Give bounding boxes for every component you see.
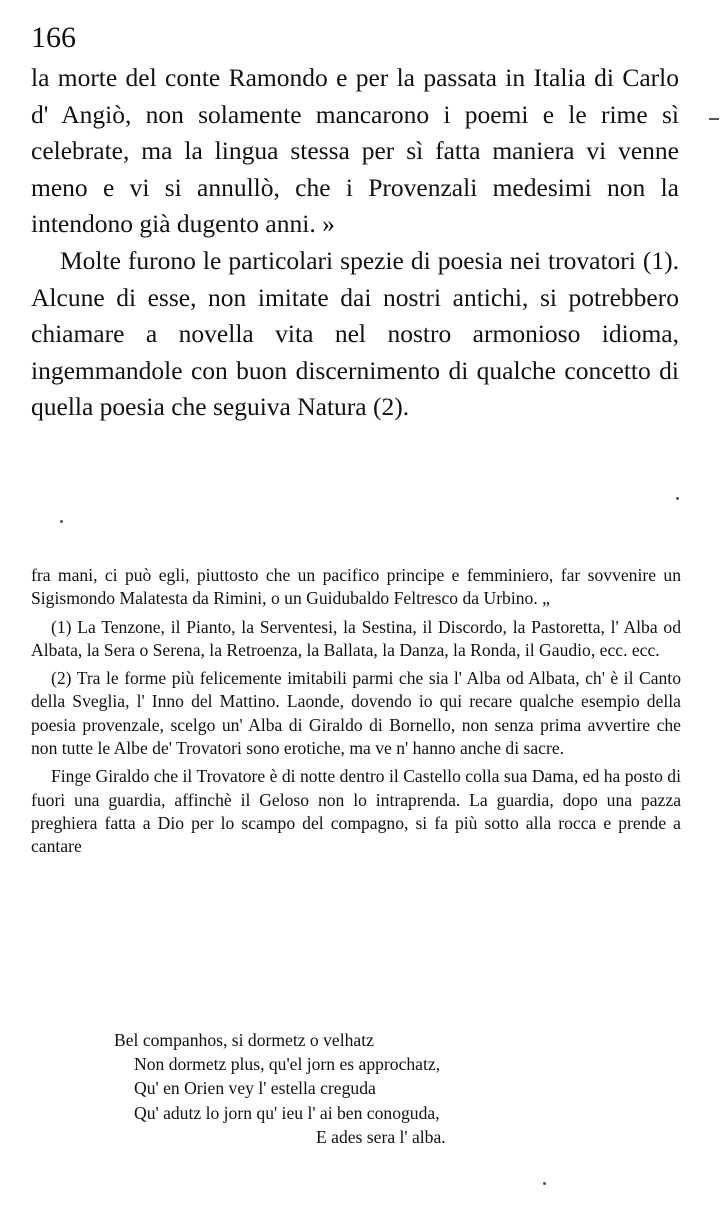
verse-line: E ades sera l' alba. bbox=[316, 1126, 446, 1147]
verse-line: Qu' en Orien vey l' estella creguda bbox=[134, 1078, 376, 1099]
main-text bbox=[31, 60, 679, 426]
verse-quotation bbox=[114, 1028, 446, 1149]
verse-line: Qu' adutz lo jorn qu' ieu l' ai ben conoguda, bbox=[134, 1102, 440, 1123]
scan-speck bbox=[60, 520, 63, 523]
scan-speck bbox=[676, 497, 679, 500]
paragraph-poetry-types: Molte furono le particolari spezie di poesia nei trovatori (1). Alcune di esse, non imitate dai nostri antichi, si potrebbero chiamare a novella vita nel nostro armonioso idioma, ingemmandole con buon discernimento di qualche concetto di quella poesia che seguiva Natura (2). bbox=[31, 245, 679, 422]
page-number: 166 bbox=[31, 21, 76, 54]
scan-speck bbox=[543, 1182, 546, 1185]
footnote-continuation: fra mani, ci può egli, piuttosto che un pacifico principe e femminiero, far sovvenire un Sigismondo Malatesta da Rimini, o un Guidubaldo Feltresco da Urbino. „ bbox=[31, 565, 681, 609]
verse-line: Bel companhos, si dormetz o velhatz bbox=[114, 1030, 374, 1050]
footnote-1: (1) La Tenzone, il Pianto, la Serventesi, la Sestina, il Discordo, la Pastoretta, l' Alba od Albata, la Sera o Serena, la Retroenza, la Ballata, la Danza, la Ronda, il Gaudio, ecc. ecc. bbox=[31, 616, 681, 660]
verse-line: Non dormetz plus, qu'el jorn es approchatz, bbox=[134, 1054, 441, 1075]
footnote-2: (2) Tra le forme più felicemente imitabili parmi che sia l' Alba od Albata, ch' è il Canto della Sveglia, l' Inno del Mattino. Laonde, dovendo io qui recare qualche esempio della poesia provenzale, scelgo un' Alba di Giraldo di Bornello, non senza prima avvertire che non tutte le Albe de' Trovatori sono erotiche, ma ve n' hanno anche di sacre. bbox=[31, 668, 681, 759]
footnote-2-narrative: Finge Giraldo che il Trovatore è di notte dentro il Castello colla sua Dama, ed ha posto di fuori una guardia, affinchè il Geloso non lo intraprenda. La guardia, dopo una pazza preghiera fatta a Dio per lo scampo del compagno, si fa più sotto alla rocca e prende a cantare bbox=[31, 766, 681, 857]
scan-speck bbox=[709, 118, 719, 120]
paragraph-continuation: la morte del conte Ramondo e per la passata in Italia di Carlo d' Angiò, non solamente mancarono i poemi e le rime sì celebrate, ma la lingua stessa per sì fatta maniera vi venne meno e vi si annullò, che i Provenzali medesimi non la intendono già dugento anni. » bbox=[31, 63, 679, 239]
footnotes bbox=[31, 564, 681, 864]
